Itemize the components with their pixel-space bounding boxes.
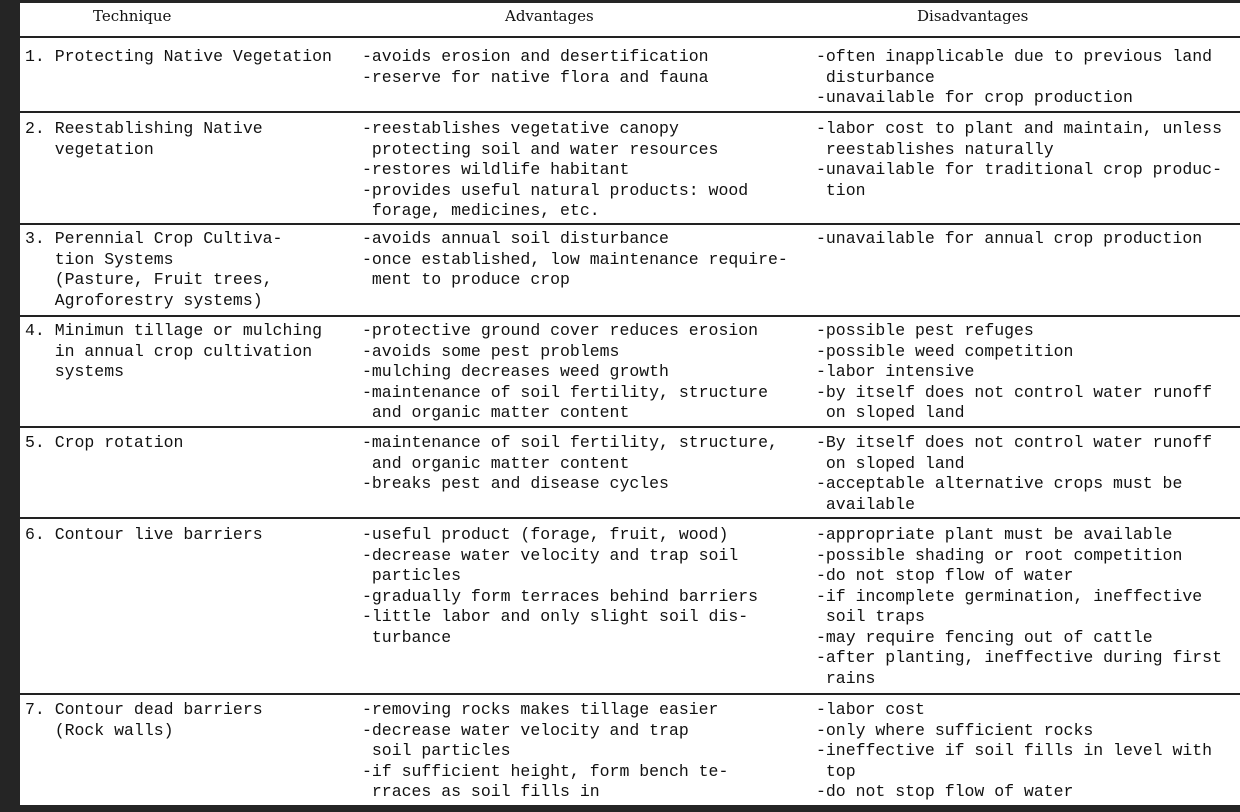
cell-disadvantages: -appropriate plant must be available -possible shading or root competition -do not stop flow of water -if incomplete germination, ineffective soil traps -may require fencing out of cattle -after planting, ineffective during first rains bbox=[816, 525, 1222, 688]
header-advantages: Advantages bbox=[505, 7, 594, 25]
document-page bbox=[20, 3, 1240, 805]
cell-disadvantages: -labor cost -only where sufficient rocks -ineffective if soil fills in level with top -do not stop flow of water bbox=[816, 700, 1213, 801]
row-divider bbox=[20, 111, 1240, 113]
row-divider bbox=[20, 223, 1240, 225]
cell-technique: 4. Minimun tillage or mulching in annual crop cultivation systems bbox=[25, 321, 323, 381]
row-divider bbox=[20, 315, 1240, 317]
cell-disadvantages: -labor cost to plant and maintain, unless reestablishes naturally -unavailable for traditional crop produc- tion bbox=[816, 119, 1222, 200]
cell-advantages: -protective ground cover reduces erosion -avoids some pest problems -mulching decreases weed growth -maintenance of soil fertility, structure and organic matter content bbox=[362, 321, 768, 422]
cell-disadvantages: -often inapplicable due to previous land disturbance -unavailable for crop production bbox=[816, 47, 1213, 107]
header-technique: Technique bbox=[93, 7, 172, 25]
cell-advantages: -reestablishes vegetative canopy protecting soil and water resources -restores wildlife habitant -provides useful natural products: wood forage, medicines, etc. bbox=[362, 119, 749, 220]
cell-technique: 7. Contour dead barriers (Rock walls) bbox=[25, 700, 263, 740]
cell-advantages: -useful product (forage, fruit, wood) -decrease water velocity and trap soil particles -gradually form terraces behind barriers -little labor and only slight soil dis- turbance bbox=[362, 525, 759, 647]
row-divider bbox=[20, 36, 1240, 38]
cell-advantages: -maintenance of soil fertility, structure, and organic matter content -breaks pest and disease cycles bbox=[362, 433, 778, 493]
row-divider bbox=[20, 517, 1240, 519]
cell-disadvantages: -By itself does not control water runoff on sloped land -acceptable alternative crops must be available bbox=[816, 433, 1213, 514]
cell-advantages: -avoids annual soil disturbance -once established, low maintenance require- ment to produce crop bbox=[362, 229, 788, 289]
row-divider bbox=[20, 426, 1240, 428]
cell-technique: 2. Reestablishing Native vegetation bbox=[25, 119, 263, 159]
header-disadvantages: Disadvantages bbox=[917, 7, 1029, 25]
cell-disadvantages: -unavailable for annual crop production bbox=[816, 229, 1203, 248]
cell-advantages: -avoids erosion and desertification -reserve for native flora and fauna bbox=[362, 47, 709, 87]
cell-technique: 1. Protecting Native Vegetation bbox=[25, 47, 332, 66]
cell-advantages: -removing rocks makes tillage easier -decrease water velocity and trap soil particles -if sufficient height, form bench te- rraces as soil fills in bbox=[362, 700, 729, 801]
cell-technique: 5. Crop rotation bbox=[25, 433, 184, 452]
cell-technique: 6. Contour live barriers bbox=[25, 525, 263, 544]
cell-technique: 3. Perennial Crop Cultiva- tion Systems (Pasture, Fruit trees, Agroforestry systems) bbox=[25, 229, 283, 310]
cell-disadvantages: -possible pest refuges -possible weed competition -labor intensive -by itself does not control water runoff on sloped land bbox=[816, 321, 1213, 422]
row-divider bbox=[20, 693, 1240, 695]
